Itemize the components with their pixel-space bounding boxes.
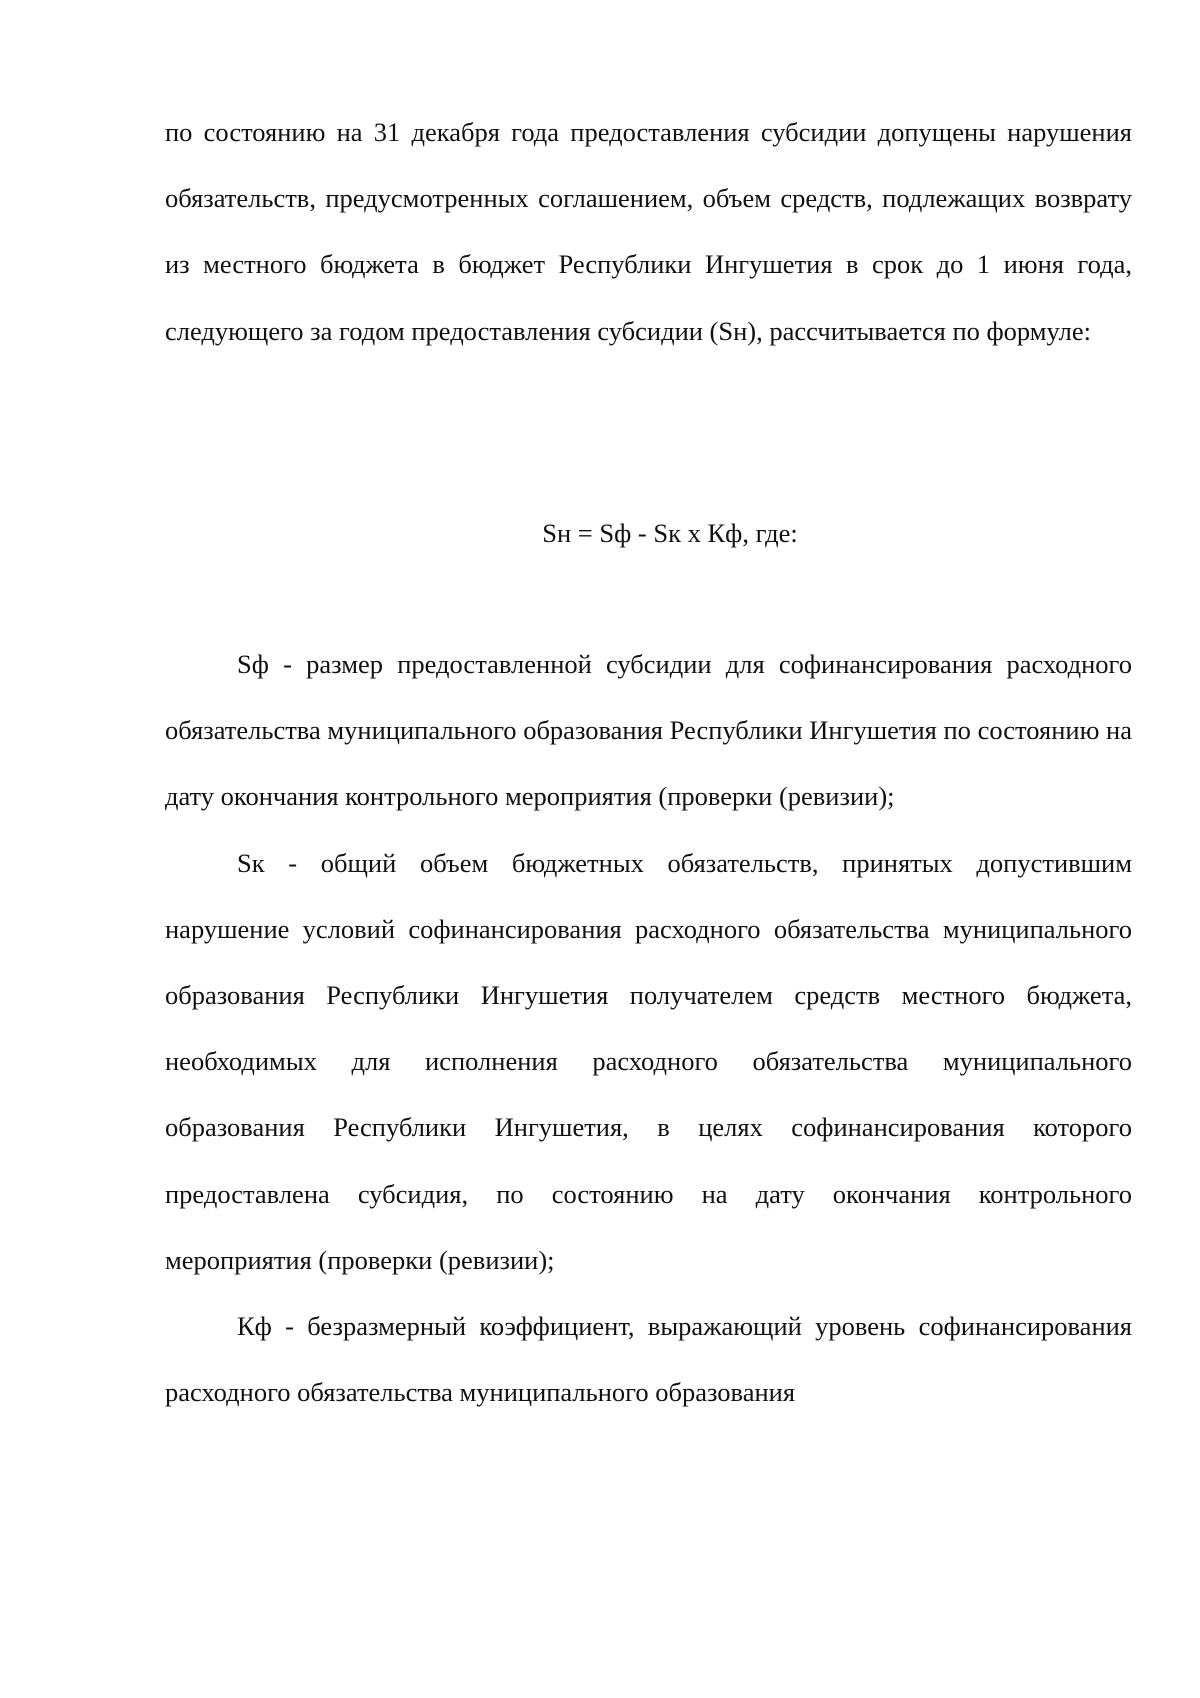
intro-section xyxy=(165,99,1132,364)
definition-sf: Sф - размер предоставленной субсидии для софинансирования расходного обязательства муниципального образования Республики Ингушетия по состоянию на дату окончания контрольного мероприятия (проверки (ревизии); xyxy=(165,649,1132,812)
definitions-section xyxy=(165,631,1132,1425)
definition-sk: Sк - общий объем бюджетных обязательств, принятых допустившим нарушение условий софинансирования расходного обязательства муниципального образования Республики Ингушетия получателем средств местного бюджета, необходимых для исполнения расходного обязательства муниципального образования Республики Ингушетия, в целях софинансирования которого предоставлена субсидия, по состоянию на дату окончания контрольного мероприятия (проверки (ревизии); xyxy=(165,847,1132,1275)
formula-line: Sн = Sф - Sк x Кф, где: xyxy=(542,518,798,548)
intro-paragraph: по состоянию на 31 декабря года предоставления субсидии допущены нарушения обязательств, предусмотренных соглашением, объем средств, подлежащих возврату из местного бюджета в бюджет Республики Ингушетия в срок до 1 июня года, следующего за годом предоставления субсидии (Sн), рассчитывается по формуле: xyxy=(165,117,1132,346)
definition-kf: Кф - безразмерный коэффициент, выражающий уровень софинансирования расходного обязательства муниципального образования xyxy=(165,1311,1132,1408)
